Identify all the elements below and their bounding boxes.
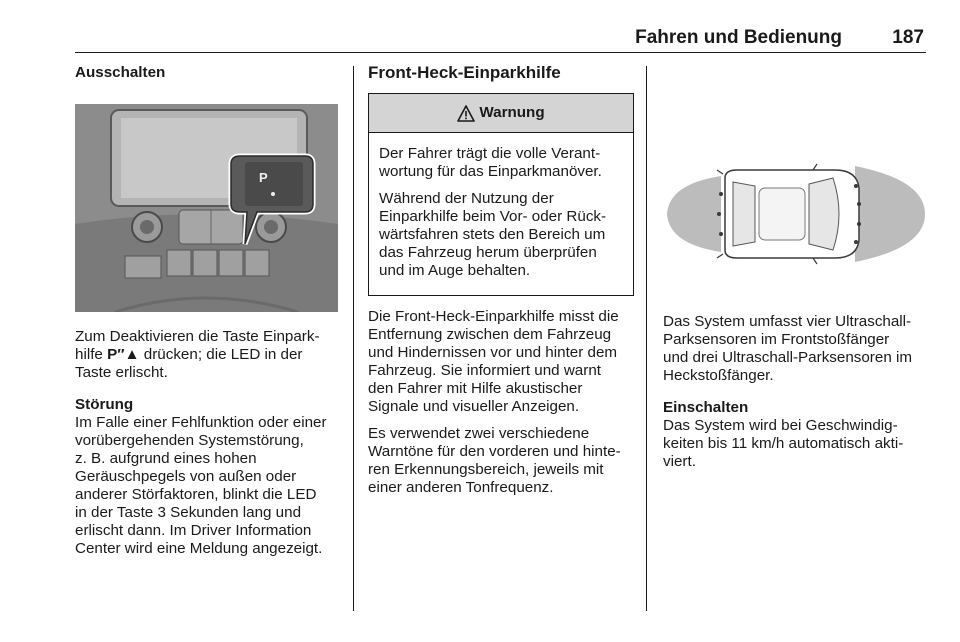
deactivate-line-3: Taste erlischt. bbox=[75, 364, 168, 381]
heading-ausschalten: Ausschalten bbox=[75, 64, 166, 81]
fault-line-1: Im Falle einer Fehlfunktion oder einer bbox=[75, 414, 327, 431]
section-title: Fahren und Bedienung bbox=[635, 27, 842, 48]
heading-front-heck: Front-Heck-Einparkhilfe bbox=[368, 63, 561, 82]
sensor-coverage-figure bbox=[663, 88, 929, 296]
deactivate-line-2b: drücken; die LED in der bbox=[143, 346, 303, 363]
column-3 bbox=[663, 64, 929, 480]
page-number: 187 bbox=[892, 27, 924, 48]
park-assist-icon: P″▲ bbox=[107, 346, 140, 363]
warning-header bbox=[369, 94, 633, 133]
warning-p2-line-3: wärtsfahren stets den Bereich um bbox=[379, 226, 606, 243]
system-line-3: und drei Ultraschall-Parksensoren im bbox=[663, 349, 913, 366]
header-rule bbox=[75, 52, 926, 53]
tones-line-4: einer anderen Tonfrequenz. bbox=[368, 479, 554, 496]
measure-line-3: und Hindernissen vor und hinter dem bbox=[368, 344, 618, 361]
figure-button-label: P bbox=[259, 170, 268, 185]
front-sensor-zone bbox=[855, 166, 925, 262]
deactivate-line-1: Zum Deaktivieren die Taste Einpark- bbox=[75, 328, 320, 345]
warning-triangle-icon bbox=[457, 105, 475, 122]
measure-line-1: Die Front-Heck-Einparkhilfe misst die bbox=[368, 308, 619, 325]
activation-line-1: Das System wird bei Geschwindig- bbox=[663, 417, 898, 434]
warning-p2-line-2: Einparkhilfe beim Vor- oder Rück- bbox=[379, 208, 607, 225]
warning-p2-line-1: Während der Nutzung der bbox=[379, 190, 554, 207]
warning-box bbox=[368, 93, 634, 296]
warning-body bbox=[369, 133, 633, 295]
warning-title: Warnung bbox=[479, 104, 545, 121]
warning-p1-line-1: Der Fahrer trägt die volle Verant- bbox=[379, 145, 601, 162]
fault-line-5: anderer Störfaktoren, blinkt die LED bbox=[75, 486, 317, 503]
fault-line-7: erlischt dann. Im Driver Information bbox=[75, 522, 312, 539]
fault-line-8: Center wird eine Meldung angezeigt. bbox=[75, 540, 323, 557]
fault-line-2: vorübergehenden Systemstörung, bbox=[75, 432, 304, 449]
column-2 bbox=[368, 64, 634, 506]
fault-line-6: in der Taste 3 Sekunden lang und bbox=[75, 504, 302, 521]
system-line-4: Heckstoßfänger. bbox=[663, 367, 774, 384]
rear-sensor-zone bbox=[667, 176, 721, 252]
fault-line-4: Geräuschpegels von außen oder bbox=[75, 468, 297, 485]
system-line-2: Parksensoren im Frontstoßfänger bbox=[663, 331, 890, 348]
tones-line-2: Warntöne für den vorderen und hinte- bbox=[368, 443, 621, 460]
activation-line-3: viert. bbox=[663, 453, 696, 470]
heading-stoerung: Störung bbox=[75, 396, 134, 413]
measure-line-4: Fahrzeug. Sie informiert und warnt bbox=[368, 362, 601, 379]
deactivate-line-2a: hilfe bbox=[75, 346, 103, 363]
column-divider-2 bbox=[646, 66, 647, 611]
measure-line-2: Entfernung zwischen dem Fahrzeug bbox=[368, 326, 612, 343]
measure-line-6: Signale und visueller Anzeigen. bbox=[368, 398, 580, 415]
warning-p2-line-5: und im Auge behalten. bbox=[379, 262, 531, 279]
column-divider-1 bbox=[353, 66, 354, 611]
column-1 bbox=[75, 64, 343, 567]
warning-p1-line-2: wortung für das Einparkmanöver. bbox=[379, 163, 602, 180]
dashboard-figure bbox=[75, 104, 338, 312]
tones-line-1: Es verwendet zwei verschiedene bbox=[368, 425, 590, 442]
system-line-1: Das System umfasst vier Ultraschall- bbox=[663, 313, 912, 330]
car-top-view bbox=[717, 164, 859, 264]
fault-line-3: z. B. aufgrund eines hohen bbox=[75, 450, 257, 467]
heading-einschalten: Einschalten bbox=[663, 399, 749, 416]
warning-p2-line-4: das Fahrzeug herum überprüfen bbox=[379, 244, 597, 261]
measure-line-5: den Fahrer mit Hilfe akustischer bbox=[368, 380, 583, 397]
tones-line-3: ren Erkennungsbereich, jeweils mit bbox=[368, 461, 604, 478]
activation-line-2: keiten bis 11 km/h automatisch akti- bbox=[663, 435, 904, 452]
